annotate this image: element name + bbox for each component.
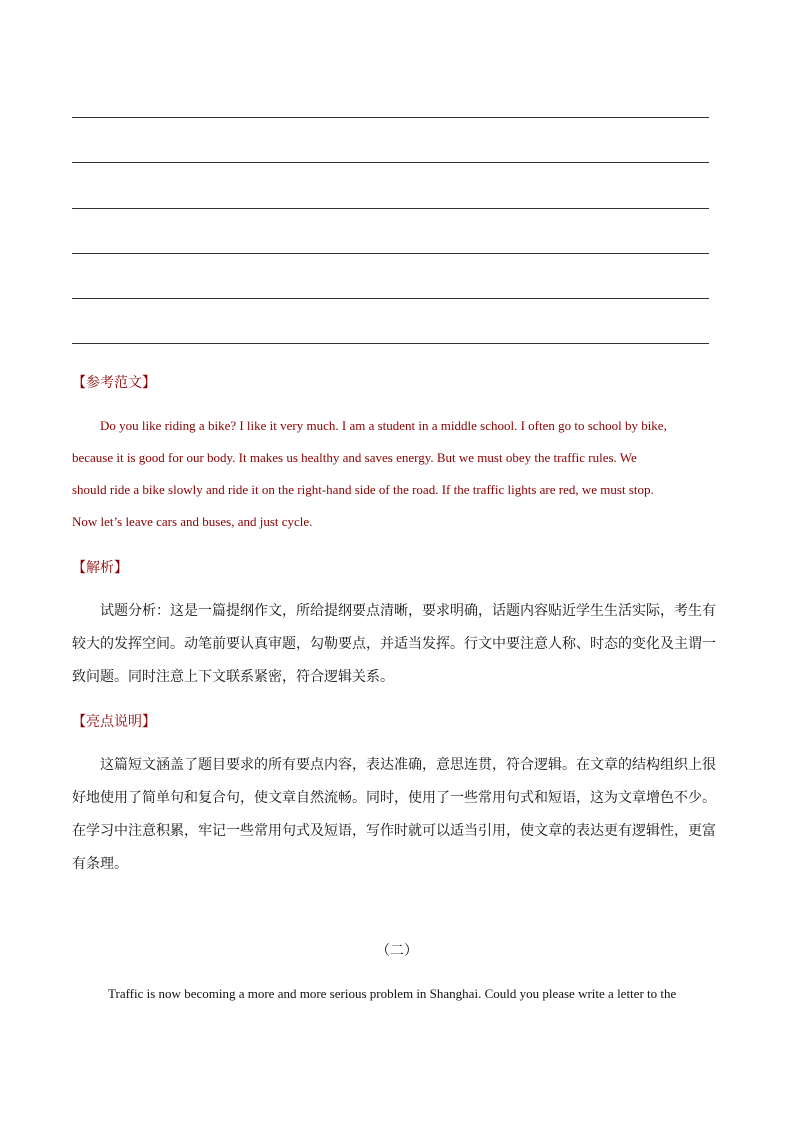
analysis-line: 较大的发挥空间。动笔前要认真审题，勾勒要点，并适当发挥。行文中要注意人称、时态的变化及主谓一 <box>72 636 716 652</box>
answer-line <box>72 298 709 299</box>
analysis-heading: 【解析】 <box>72 560 128 576</box>
essay-line: Do you like riding a bike? I like it very much. I am a student in a middle school. I often go to school by bike, <box>100 418 667 433</box>
answer-line <box>72 117 709 118</box>
highlights-line: 在学习中注意积累，牢记一些常用句式及短语，写作时就可以适当引用，使文章的表达更有逻辑性，更富 <box>72 823 716 839</box>
task-prompt: Traffic is now becoming a more and more serious problem in Shanghai. Could you please write a letter to the <box>108 986 677 1001</box>
highlights-heading: 【亮点说明】 <box>72 714 156 730</box>
essay-line: because it is good for our body. It makes us healthy and saves energy. But we must obey the traffic rules. We <box>72 450 637 465</box>
sample-essay-heading: 【参考范文】 <box>72 375 156 391</box>
answer-line <box>72 343 709 344</box>
analysis-line: 致问题。同时注意上下文联系紧密，符合逻辑关系。 <box>72 669 394 685</box>
highlights-line: 有条理。 <box>72 856 128 872</box>
analysis-line: 试题分析：这是一篇提纲作文，所给提纲要点清晰，要求明确，话题内容贴近学生生活实际，考生有 <box>100 603 716 619</box>
highlights-line: 这篇短文涵盖了题目要求的所有要点内容，表达准确，意思连贯，符合逻辑。在文章的结构组织上很 <box>100 757 716 773</box>
sample-essay-body <box>72 410 714 538</box>
highlights-line: 好地使用了简单句和复合句，使文章自然流畅。同时，使用了一些常用句式和短语，这为文章增色不少。 <box>72 790 716 806</box>
answer-line <box>72 253 709 254</box>
highlights-body <box>72 749 720 881</box>
answer-line <box>72 208 709 209</box>
essay-line: Now let’s leave cars and buses, and just cycle. <box>72 514 313 529</box>
answer-line <box>72 162 709 163</box>
analysis-body <box>72 595 720 694</box>
section-number: （二） <box>376 943 418 959</box>
essay-line: should ride a bike slowly and ride it on the right-hand side of the road. If the traffic lights are red, we must stop. <box>72 482 654 497</box>
